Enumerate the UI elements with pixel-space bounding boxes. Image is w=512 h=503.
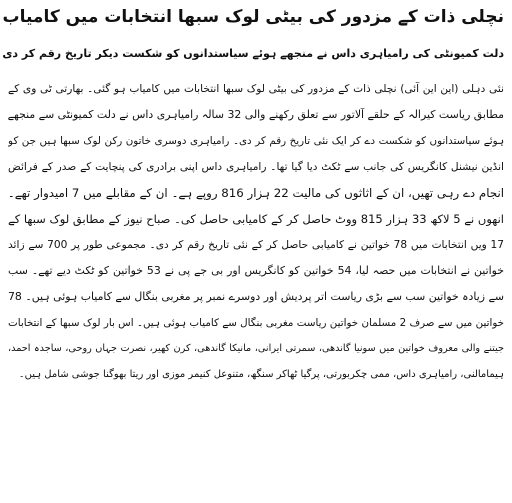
body-line: انجام دے رہی تھیں، ان کے اثاثوں کی مالیت 22 ہزار 816 روپے ہے۔ ان کے مقابلے میں 7 امیدوار تھے۔ (8, 186, 504, 200)
body-line: انھوں نے 5 لاکھ 33 ہزار 815 ووٹ حاصل کر کے کامیابی حاصل کی۔ صباح نیوز کے مطابق لوک سبھا کے (8, 212, 504, 226)
body-line: انڈین نیشنل کانگریس کی جانب سے ٹکٹ دیا گیا تھا۔ رامیاہری داس اپنی برادری کی پنچایت کے صدر کے فرائض (8, 161, 504, 173)
article-body (8, 76, 504, 388)
body-line: ہیمامالنی، رامیاہری داس، ممی چکربورتی، پرگیا ٹھاکر سنگھ، متنوعل کنیمر موزی اور ریتا بھوگنا جوشی شامل ہیں۔ (18, 369, 504, 380)
article-headline: نچلی ذات کے مزدور کی بیٹی لوک سبھا انتخابات میں کامیاب (2, 7, 504, 27)
body-line: سے زیادہ خواتین سب سے بڑی ریاست اتر پردیش اور دوسرے نمبر پر مغربی بنگال سے کامیاب ہوئی ہیں۔ 78 (8, 290, 504, 303)
article-subheadline: دلت کمیونٹی کی رامیاہری داس نے منجھے ہوئے سیاستدانوں کو شکست دیکر تاریخ رقم کر دی (2, 47, 504, 60)
body-line: ہوئے سیاستدانوں کو شکست دے کر ایک نئی تاریخ رقم کر دی۔ رامیاہری دوسری خاتون رکن لوک سبھا ہیں جن کو (8, 135, 504, 147)
body-line: 17 ویں انتخابات میں 78 خواتین نے کامیابی حاصل کر کے نئی تاریخ رقم کر دی۔ مجموعی طور پر 700 سے زائد (8, 239, 504, 251)
body-line: خواتین نے انتخابات میں حصہ لیا، 54 خواتین کو کانگریس اور بی جے پی نے 53 خواتین کو ٹکٹ دیے تھے۔ سب (8, 264, 504, 277)
body-line: نئی دہلی (این این آئی) نچلی ذات کے مزدور کی بیٹی لوک سبھا انتخابات میں کامیاب ہو گئی۔ بھارتی ٹی وی کے (8, 83, 504, 95)
body-line: خواتین میں سے صرف 2 مسلمان خواتین ریاست مغربی بنگال سے کامیاب ہوئی ہیں۔ اس بار لوک سبھا کے انتخابات (8, 317, 504, 329)
body-line: جیتنے والی معروف خواتین میں سونیا گاندھی، سمرتی ایرانی، مانیکا گاندھی، کرن کھیر، نصرت جہاں روحی، ساجدہ احمد، (8, 343, 504, 354)
body-line: مطابق ریاست کیرالہ کے حلقے آلاتور سے تعلق رکھنے والی 32 سالہ رامیاہری داس نے دلت کمیونٹی سے منجھے (8, 108, 504, 121)
